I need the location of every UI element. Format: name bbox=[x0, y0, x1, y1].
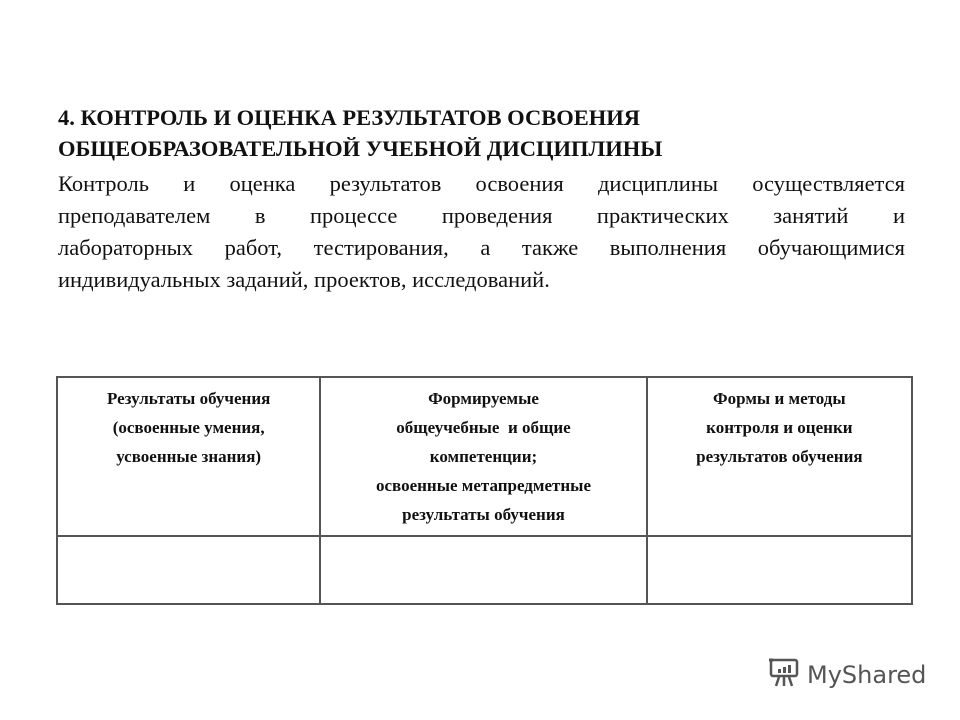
header-line: результаты обучения bbox=[402, 505, 565, 524]
header-line: контроля и оценки bbox=[706, 418, 853, 437]
results-table bbox=[56, 376, 913, 605]
header-line: освоенные метапредметные bbox=[375, 476, 592, 495]
header-control-methods bbox=[647, 377, 912, 536]
table-cell bbox=[57, 536, 320, 604]
watermark-text: MyShared bbox=[807, 661, 927, 689]
table-header-row bbox=[57, 377, 912, 536]
header-line: (освоенные умения, bbox=[112, 418, 265, 437]
header-line: общеучебные и общие bbox=[396, 418, 571, 437]
table-cell bbox=[320, 536, 646, 604]
paragraph-line: лабораторных работ, тестирования, а также выполнения обучающимися bbox=[58, 235, 905, 260]
header-line: результатов обучения bbox=[696, 447, 863, 466]
title-line: 4. КОНТРОЛЬ И ОЦЕНКА РЕЗУЛЬТАТОВ ОСВОЕНИЯ bbox=[58, 105, 640, 130]
watermark-logo bbox=[767, 656, 926, 694]
header-line: Формируемые bbox=[428, 389, 539, 408]
header-line: компетенции; bbox=[429, 447, 538, 466]
header-line: Формы и методы bbox=[713, 389, 846, 408]
paragraph-line: преподавателем в процессе проведения практических занятий и bbox=[58, 203, 905, 228]
header-line: усвоенные знания) bbox=[116, 447, 262, 466]
paragraph-line: Контроль и оценка результатов освоения дисциплины осуществляется bbox=[58, 171, 905, 196]
presentation-board-icon bbox=[767, 656, 801, 694]
table-row bbox=[57, 536, 912, 604]
header-line: Результаты обучения bbox=[106, 389, 271, 408]
header-competencies bbox=[320, 377, 646, 536]
table-cell bbox=[647, 536, 912, 604]
paragraph-line: индивидуальных заданий, проектов, исследований. bbox=[58, 267, 550, 292]
section-title bbox=[58, 102, 662, 164]
header-learning-results bbox=[57, 377, 320, 536]
title-line: ОБЩЕОБРАЗОВАТЕЛЬНОЙ УЧЕБНОЙ ДИСЦИПЛИНЫ bbox=[58, 136, 663, 161]
body-paragraph bbox=[58, 168, 905, 296]
